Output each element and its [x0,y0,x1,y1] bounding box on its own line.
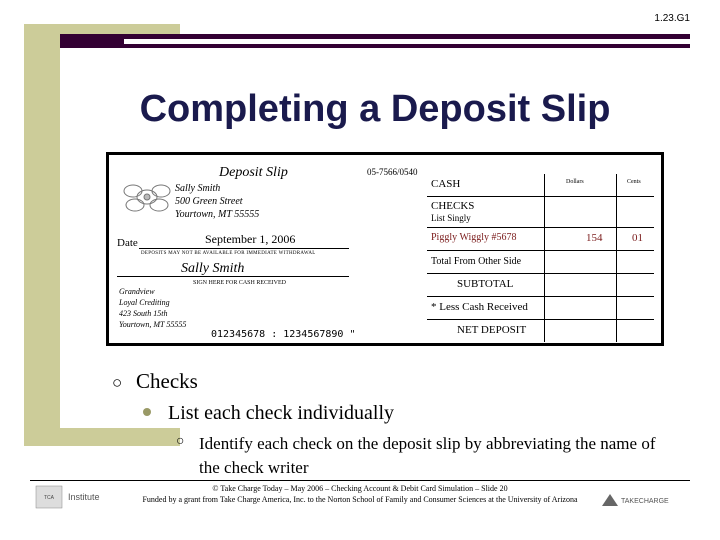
fine-print: DEPOSITS MAY NOT BE AVAILABLE FOR IMMEDIATE WITHDRAWAL [141,251,316,256]
check1-cents: 01 [632,232,643,244]
less-cash-label: * Less Cash Received [431,301,528,313]
subtotal-label: SUBTOTAL [457,278,514,290]
cell-cash [427,174,545,196]
account-holder-address [175,182,259,221]
footer-divider [30,480,690,481]
svg-text:TAKECHARGE: TAKECHARGE [621,498,669,505]
bank-line4: Yourtown, MT 55555 [119,320,187,329]
take-charge-america-logo-icon [600,490,692,510]
hollow-bullet-small-icon: ○ [176,434,185,449]
checks-dollars-cell [544,197,617,227]
deposit-slip-image [106,152,664,346]
hollow-bullet-icon: ○ [112,373,123,392]
net-deposit-dollars-cell [544,320,617,342]
total-other-label: Total From Other Side [431,256,522,267]
cell-checks [427,197,545,227]
date-value: September 1, 2006 [205,232,296,246]
bullet-checks: Checks [136,369,198,393]
less-cash-dollars-cell [544,297,617,319]
list-singly-label: List Singly [431,213,471,223]
svg-text:Institute: Institute [68,492,100,502]
row-subtotal [427,274,654,297]
cell-check1 [427,228,545,250]
dollars-header: Dollars [566,179,584,185]
signature: Sally Smith [181,261,245,276]
checks-cents-cell [616,197,654,227]
subtotal-cents-cell [616,274,654,296]
net-deposit-cents-cell [616,320,654,342]
slip-heading: Deposit Slip [219,165,288,180]
olive-dot-bullet-icon [143,408,151,416]
flower-logo-icon [113,173,181,221]
check1-dollars: 154 [586,232,603,244]
col-dollars-header [544,174,617,196]
sign-note: SIGN HERE FOR CASH RECEIVED [193,280,287,286]
top-accent-bar-inner [124,39,690,44]
footer-copyright: © Take Charge Today – May 2006 – Checking Account & Debit Card Simulation – Slide 20 [212,484,508,493]
bank-line3: 423 South 15th [119,309,168,318]
net-deposit-label: NET DEPOSIT [457,324,527,336]
check1-dollars-cell [544,228,617,250]
total-other-cents-cell [616,251,654,273]
cash-label: CASH [431,178,461,190]
slip-routing-number: 05-7566/0540 [367,167,418,177]
svg-text:TCA: TCA [44,495,54,501]
less-cash-cents-cell [616,297,654,319]
date-label: Date [117,237,138,249]
row-total-other [427,251,654,274]
checks-label: CHECKS [431,200,475,212]
bank-name: Grandview [119,287,155,296]
col-cents-header [616,174,654,196]
bullet-identify: Identify each check on the deposit slip by abbreviating the name of the check writer [199,434,656,477]
row-net-deposit [427,320,654,342]
bullet-list-each: List each check individually [168,402,395,424]
row-cash [427,174,654,197]
cell-net-deposit [427,320,545,342]
row-checks [427,197,654,228]
footer-funding: Funded by a grant from Take Charge America, Inc. to the Norton School of Family and Consumer Sciences at the University of Arizona [142,495,578,504]
cents-header: Cents [627,179,641,185]
cell-subtotal [427,274,545,296]
holder-city: Yourtown, MT 55555 [175,209,260,220]
bank-line2: Loyal Crediting [119,298,170,307]
check1-name: Piggly Wiggly #5678 [431,232,517,243]
check1-cents-cell [616,228,654,250]
micr-line: 012345678 : 1234567890 " [211,329,356,340]
date-line [139,248,349,249]
bank-address [119,286,186,330]
holder-street: 500 Green Street [175,196,243,207]
slide-title: Completing a Deposit Slip [139,88,611,130]
total-other-dollars-cell [544,251,617,273]
slip-left-panel [109,155,427,343]
signature-line [117,276,349,277]
row-less-cash [427,297,654,320]
subtotal-dollars-cell [544,274,617,296]
row-check1 [427,228,654,251]
cell-less-cash [427,297,545,319]
slide-number: 1.23.G1 [654,13,690,24]
holder-name: Sally Smith [175,183,221,194]
cell-total-other [427,251,545,273]
deposit-grid [427,174,654,344]
